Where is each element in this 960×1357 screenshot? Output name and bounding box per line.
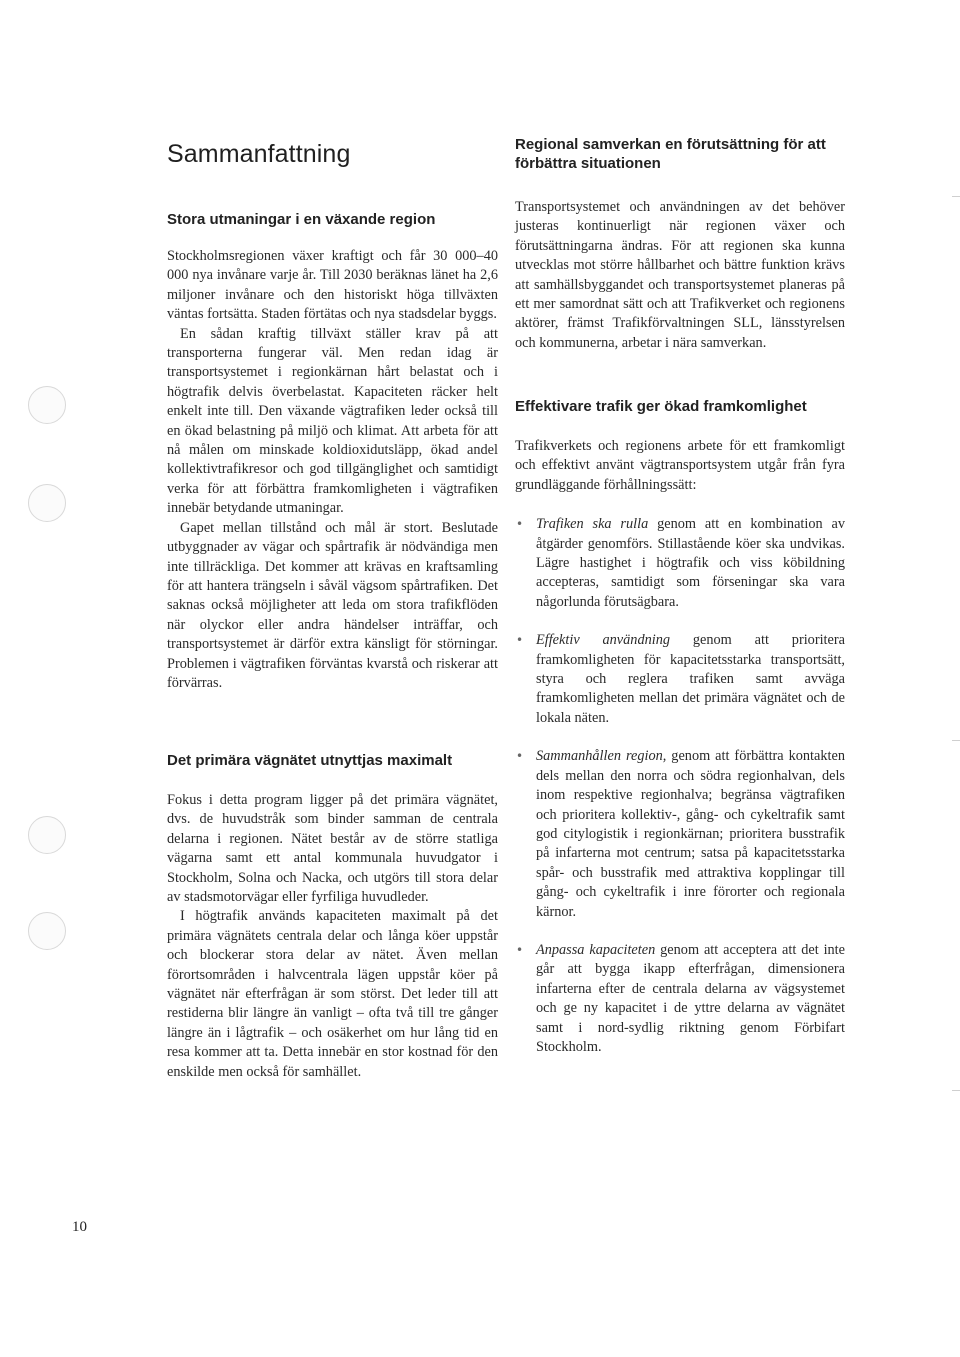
punch-hole-mark [28,816,66,854]
right-column-section-1 [515,135,845,353]
bullet-list [515,515,845,1057]
list-item [515,515,845,612]
body-paragraph: En sådan kraftig tillväxt ställer krav på att transporterna fungerar väl. Men redan idag är transportsystemet i regionkärnan hårt belastat och i högtrafik delvis överbelastat. Kapaciteten räcker helt enkelt inte till. Den växande vägtrafiken leder också till en ökad belastning på miljö och klimat. Att arbeta för att nå målen om minskade koldioxidutsläpp, ökad andel kollektivtrafikresor och god tillgänglighet och samtidigt verka för att förbättra framkomligheten i vägtrafiken innebär betydande utmaningar. [167,325,498,517]
right-column-section-2 [515,397,845,1057]
bullet-text: genom att en kombination av åtgärder genomförs. Stillastående köer ska undvikas. Lägre hastighet i högtrafik och viss köbildning accepteras, samtidigt som förseningar ska vara någorlunda förutsägbara. [536,516,846,610]
bullet-text: genom att förbättra kontakten dels mellan den norra och södra regionhalvan, dels inom respektive regionhalva; begränsa vägtrafiken och prioritera kollektiv-, gång- och cykeltrafik samt god citylogistik i regionkärnan; prioritera busstrafik på infarterna mot centrum; satsa på kapacitetsstarka spår- och busstrafik med attraktiva kopplingar till gång- och cykeltrafik i inre förorter och regionala kärnor. [536,748,845,920]
bullet-text: genom att prioritera framkomligheten för kapacitetsstarka transportsätt, styra och reglera trafiken samt avväga framkomligheten mellan det primära vägnätet och de lokala näten. [536,632,845,726]
list-item [515,747,845,922]
list-item [515,631,845,728]
page-title: Sammanfattning [167,140,351,168]
body-paragraph: Fokus i detta program ligger på det primära vägnätet, dvs. de huvudstråk som binder samman de centrala delarna i regionen. Nätet består av de större statliga vägarna samt ett antal kommunala huvudgator i Stockholm, Solna och Nacka, och utgörs till stora delar av stadsmotorvägar eller fyrfiliga huvudleder. [167,792,498,906]
body-paragraph: Gapet mellan tillstånd och mål är stort. Beslutade utbyggnader av vägar och spårtrafik är nödvändiga men inte tillräckliga. Det kommer att krävas en kraftsamling för att hantera trängseln i såväl vägsom spårtrafiken. Det saknas också möjligheter att leda om stora trafikflöden när olyckor eller andra händelser inträffar, och transportsystemet är därför extra känsligt för störningar. Problemen i vägtrafiken förväntas kvarstå och riskerar att förvärras. [167,519,498,691]
body-paragraph: Trafikverkets och regionens arbete för ett framkomligt och effektivt använt vägtransportsystem utgår från fyra grundläggande förhållningssätt: [515,438,845,493]
punch-hole-mark [28,912,66,950]
bullet-text: genom att acceptera att det inte går att bygga ikapp efterfrågan, dimensionera infarterna efter de centrala delarna av vägsystemet och ge ny kapacitet i de yttre delarna av vägnätet samt i nord-sydlig riktning genom Förbifart Stockholm. [536,941,846,1055]
left-column-section-1 [167,210,498,693]
bullet-icon: • [516,517,524,532]
punch-hole-mark [28,386,66,424]
scan-edge-mark [952,1090,960,1091]
section-heading: Stora utmaningar i en växande region [167,211,436,228]
left-column-section-2 [167,751,498,1082]
body-paragraph: Transportsystemet och användningen av det behöver justeras kontinuerligt när regionen växer och förutsättningarna ändras. För att regionen ska kunna utvecklas mot större hållbarhet och bättre funktion krävs att samhällsbyggandet och transportsystemet planeras på ett mer samordnat sätt och att Trafikverket och regionens aktörer, främst Trafikförvaltningen SLL, länsstyrelsen och kommunerna, arbetar i nära samverkan. [515,199,845,351]
section-heading: Det primära vägnätet utnyttjas maximalt [167,752,453,769]
bullet-icon: • [516,942,524,957]
bullet-term: Anpassa kapaciteten [536,941,656,958]
section-heading: Effektivare trafik ger ökad framkomlighet [515,398,807,415]
punch-hole-mark [28,484,66,522]
bullet-term: Sammanhållen region, [536,748,667,765]
list-item [515,941,845,1057]
section-heading: Regional samverkan en förutsättning för att förbättra situationen [515,136,826,172]
bullet-term: Effektiv användning [536,632,671,649]
bullet-icon: • [516,749,524,764]
scan-edge-mark [952,196,960,197]
bullet-term: Trafiken ska rulla [536,516,649,533]
page-number: 10 [72,1219,87,1235]
scan-edge-mark [952,740,960,741]
bullet-icon: • [516,633,524,648]
body-paragraph: Stockholmsregionen växer kraftigt och får 30 000–40 000 nya invånare varje år. Till 2030 beräknas länet ha 2,6 miljoner invånare och den historiskt höga tillväxten väntas fortsätta. Staden förtätas och nya stadsdelar byggs. [167,248,498,323]
body-paragraph: I högtrafik används kapaciteten maximalt på det primära vägnätets centrala delar och långa köer uppstår och blockerar stora delar av nätet. Även mellan förortsområden i halvcentrala lägen uppstår köer på vägnätet när efterfrågan är som störst. Det leder till att restiderna blir längre än vanligt – ofta två till tre gånger längre än i lågtrafik – och osäkerhet om hur lång tid en resa kommer att ta. Detta innebär en stor kostnad för den enskilde men också för samhället. [167,908,498,1080]
